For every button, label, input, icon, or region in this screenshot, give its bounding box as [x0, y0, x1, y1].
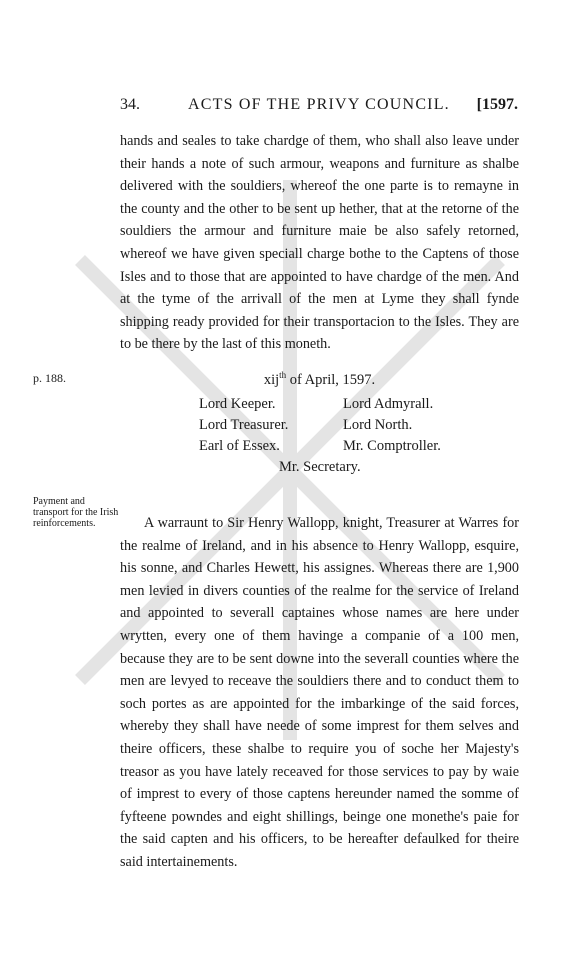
margin-page-reference: p. 188. — [33, 371, 66, 385]
attendee: Lord Treasurer. — [199, 417, 289, 433]
attendance-row — [199, 457, 489, 478]
attendee: Lord Keeper. — [199, 396, 276, 412]
attendance-list — [199, 394, 489, 478]
header-year: [1597. — [476, 96, 518, 113]
body-paragraph-warrant: A warraunt to Sir Henry Wallopp, knight, Treasurer at Warres for the realme of Ireland, and in his absence to Henry Wallopp, esquire, his sonne, and Charles Hewett, his assignes. Whereas there are 1,900 men levied in divers counties of the realme for the service of Ireland and appointed to severall captaines whose names are here under wrytten, every one of them havinge a companie of a 100 men, because they are to be sent downe into the severall counties where the men are levyed to receave the souldiers there and to conduct them to soch portes as are appointed for the imbarkinge of the said forces, whereby they shall have neede of some imprest for them selves and theire officers, these shalbe to require you of soche her Majesty's treasor as you have lately receaved for those services to pay by waie of imprest to every of those captens hereunder named the somme of fyfteene powndes and eight shillings, beinge one monethe's paie for the said capten and his officers, to be hereafter defaulked for theire said intertainements. — [120, 515, 519, 870]
date-suffix: th — [279, 370, 287, 380]
attendee: Lord North. — [343, 417, 413, 433]
attendee: Mr. Comptroller. — [343, 438, 441, 454]
date-rest: of April, 1597. — [286, 371, 376, 388]
attendance-row — [199, 436, 489, 457]
body-paragraph-continued: hands and seales to take chardge of them, who shall also leave under their hands a note of such armour, weapons and furniture as shalbe delivered with the souldiers, whereof the one parte is to remayne in the county and the other to be sent up hether, that at the retorne of the souldiers the armour and furniture maie be also safely retorned, whereof we have given speciall charge bothe to the Captens of those Isles and to those that are appointed to have chardge of the men. And at the tyme of the arrivall of the men at Lyme they shall fynde shipping ready provided for their transportacion to the Isles. They are to be there by the last of this moneth. — [120, 133, 519, 353]
running-title: ACTS OF THE PRIVY COUNCIL. — [188, 96, 450, 113]
attendee: Lord Admyrall. — [343, 396, 434, 412]
margin-sidenote: Payment and transport for the Irish reinforcements. — [33, 496, 119, 529]
meeting-date — [120, 370, 519, 389]
date-day: xij — [263, 371, 280, 388]
attendee: Mr. Secretary. — [279, 459, 361, 475]
attendance-row — [199, 415, 489, 436]
attendance-row — [199, 394, 489, 415]
page-number: 34. — [120, 96, 140, 113]
attendee: Earl of Essex. — [199, 438, 280, 454]
page-header — [120, 96, 518, 118]
